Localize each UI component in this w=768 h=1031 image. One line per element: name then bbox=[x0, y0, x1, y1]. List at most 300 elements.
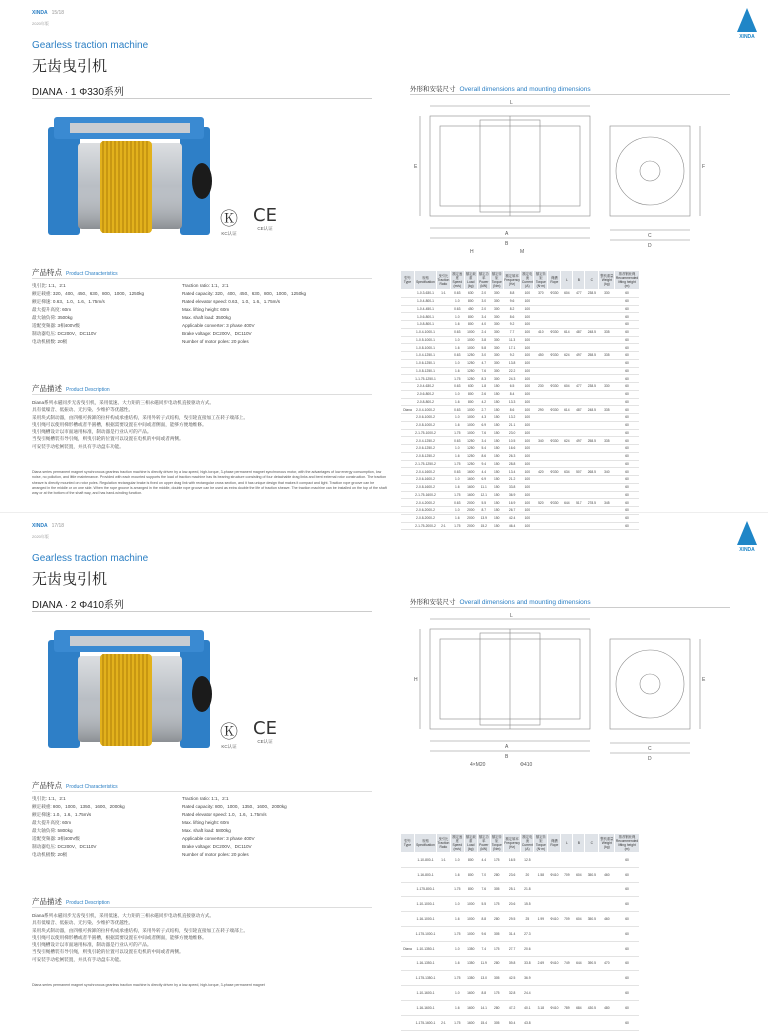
table-cell: Φ330 bbox=[548, 406, 561, 414]
table-cell: 100 bbox=[521, 522, 534, 530]
table-cell bbox=[599, 321, 615, 329]
characteristic-row bbox=[32, 306, 372, 314]
table-cell bbox=[561, 476, 573, 484]
table-cell: 60 bbox=[615, 352, 639, 360]
table-cell bbox=[534, 421, 548, 429]
table-row bbox=[401, 429, 640, 437]
characteristic-en: Rated elevator speed: 0.63、1.0、1.6、1.75m/s bbox=[182, 299, 281, 304]
table-cell: 42.5 bbox=[503, 971, 521, 986]
table-cell bbox=[561, 344, 573, 352]
table-cell: 150 bbox=[490, 429, 503, 437]
table-cell: 709 bbox=[561, 867, 573, 882]
table-cell: 1.0 bbox=[450, 507, 464, 515]
table-cell: 709 bbox=[561, 912, 573, 927]
table-header-cell: 额定载重 Load (kg) bbox=[465, 835, 476, 851]
table-cell: 8.6 bbox=[477, 452, 490, 460]
characteristic-row bbox=[32, 843, 372, 851]
description-line: 具有低噪音、低振动、无污染、少维护等优越性。 bbox=[32, 920, 134, 926]
table-cell: 420 bbox=[534, 468, 548, 476]
table-cell bbox=[548, 305, 561, 313]
table-cell: 1-0.4-1000-1 bbox=[416, 330, 435, 335]
table-cell bbox=[561, 359, 573, 367]
table-cell bbox=[561, 390, 573, 398]
table-cell: 60 bbox=[615, 429, 639, 437]
table-cell: 8.8 bbox=[477, 912, 490, 927]
table-cell: 280 bbox=[490, 867, 503, 882]
table-cell: 150 bbox=[490, 522, 503, 530]
table-cell: 1.75 bbox=[450, 460, 464, 468]
table-header-cell: L bbox=[561, 834, 573, 853]
table-header-cell: 额定转矩 Torque (Nm) bbox=[491, 835, 502, 851]
table-cell bbox=[401, 344, 415, 352]
table-cell: 1-10-800-1 bbox=[415, 853, 437, 868]
table-cell: 13.4 bbox=[503, 468, 521, 476]
table-cell bbox=[599, 305, 615, 313]
table-cell: 1.0 bbox=[450, 390, 464, 398]
table-cell: 800 bbox=[464, 297, 477, 305]
divider bbox=[32, 611, 372, 612]
table-cell bbox=[534, 336, 548, 344]
table-cell bbox=[585, 429, 599, 437]
table-cell: 27.3 bbox=[521, 926, 534, 941]
table-cell: 800 bbox=[464, 313, 477, 321]
logo-triangle-icon bbox=[737, 8, 757, 32]
table-cell bbox=[534, 882, 548, 897]
table-cell: 1-10-1600-1 bbox=[415, 986, 437, 1001]
table-cell: 60 bbox=[615, 1000, 639, 1015]
table-cell bbox=[437, 406, 451, 414]
table-cell bbox=[548, 926, 561, 941]
dimension-drawing bbox=[410, 98, 710, 258]
table-cell: 60 bbox=[615, 313, 639, 321]
characteristic-row bbox=[32, 811, 372, 819]
characteristic-en: Brake voltage: DC200V、DC110V bbox=[182, 331, 252, 336]
table-cell: 1.0 bbox=[450, 986, 464, 1001]
table-cell: 1350 bbox=[464, 956, 477, 971]
table-cell: 604 bbox=[561, 383, 573, 391]
logo-text: XINDA bbox=[739, 547, 755, 553]
table-cell: 477 bbox=[573, 383, 585, 391]
svg-text:L: L bbox=[510, 613, 513, 619]
table-cell: 7.0 bbox=[477, 867, 490, 882]
table-cell bbox=[573, 445, 585, 453]
table-cell: 100 bbox=[521, 437, 534, 445]
table-cell bbox=[401, 476, 415, 484]
table-row bbox=[401, 421, 640, 429]
description-en: Diana series permanent magnet synchronous gearless traction machine is directly driven by a low-speed, high-torque, 3-phase permanent magnet synchronous motor, with the advantages of low energy consumption, low noise, no pollution, and little maintenance. Provided with each mounted supports the load of traction machine has its bearing structure consisting of four detachable drag links and bent external rotor construction. The traction sheave is directly mounted on rotor poles. Regulation rectangular brake is fixed on upper drag link with rectangular cross section, and it has unique design that makes it compact and light. Traction rope groove can be arranged in the middle or on one side. When the rope groove is arranged in the middle, double rope groove can be used as extra double the life of traction sheave. The traction machine can be installed on the top of the shaft way or at the bottom of the shaft way, and has hand-winding function. bbox=[32, 470, 387, 496]
table-cell bbox=[599, 390, 615, 398]
table-row bbox=[401, 445, 640, 453]
table-cell: 100 bbox=[521, 483, 534, 491]
table-cell: Φ410 bbox=[548, 1000, 561, 1015]
table-cell: 100 bbox=[521, 421, 534, 429]
table-cell: 604 bbox=[561, 290, 573, 298]
table-cell: 22.2 bbox=[503, 367, 521, 375]
table-cell bbox=[599, 452, 615, 460]
table-cell bbox=[401, 414, 415, 422]
description-heading: 产品描述 Product Description bbox=[32, 897, 110, 906]
table-cell: 1000 bbox=[464, 897, 477, 912]
table-cell: Φ330 bbox=[548, 328, 561, 336]
characteristic-cn: 曳引比: 1:1、2:1 bbox=[32, 796, 66, 801]
table-cell bbox=[573, 390, 585, 398]
table-cell: 800 bbox=[464, 398, 477, 406]
table-cell bbox=[401, 297, 415, 305]
table-cell: 60 bbox=[615, 290, 639, 298]
table-cell bbox=[437, 375, 451, 383]
table-header-cell: C bbox=[585, 834, 599, 853]
table-cell bbox=[437, 971, 451, 986]
table-cell bbox=[599, 882, 615, 897]
table-cell bbox=[437, 305, 451, 313]
table-cell: 2.69 bbox=[534, 956, 548, 971]
table-cell: 150 bbox=[490, 491, 503, 499]
table-cell: 1:1 bbox=[437, 290, 451, 298]
table-cell bbox=[599, 359, 615, 367]
table-cell: 40.1 bbox=[521, 1000, 534, 1015]
description-line: 曳引绳槽设计以市面通用标准，制动器是行业认可的产品。 bbox=[32, 942, 152, 948]
dimension-drawing bbox=[410, 611, 710, 771]
table-cell: 0.63 bbox=[450, 352, 464, 360]
table-cell: 2000 bbox=[464, 522, 477, 530]
table-cell: 60 bbox=[615, 507, 639, 515]
description-en: Diana series permanent magnet synchronous gearless traction machine is directly driven by a low-speed, high-torque, 3-phase permanent magnet bbox=[32, 983, 265, 987]
table-cell: 2.0 bbox=[477, 305, 490, 313]
table-header-cell: 额定功率 Power (kW) bbox=[478, 835, 489, 851]
table-cell bbox=[573, 452, 585, 460]
table-cell bbox=[548, 344, 561, 352]
table-cell: 5.5 bbox=[477, 499, 490, 507]
characteristic-cn: 适配变频器: 3相400V级 bbox=[32, 323, 80, 328]
table-cell: 1-10-1350-1 bbox=[415, 941, 437, 956]
table-cell bbox=[401, 483, 415, 491]
table-cell: 3.0 bbox=[477, 297, 490, 305]
table-cell: 100 bbox=[521, 336, 534, 344]
svg-text:D: D bbox=[648, 243, 652, 249]
table-cell: 60 bbox=[615, 305, 639, 313]
table-cell bbox=[437, 867, 451, 882]
table-cell: 4.4 bbox=[477, 853, 490, 868]
table-cell bbox=[561, 941, 573, 956]
table-cell bbox=[401, 460, 415, 468]
table-cell bbox=[401, 313, 415, 321]
table-cell: 20 bbox=[521, 867, 534, 882]
table-cell: 60 bbox=[615, 445, 639, 453]
table-cell bbox=[401, 445, 415, 453]
table-cell: 300 bbox=[490, 305, 503, 313]
table-cell bbox=[534, 321, 548, 329]
page-number: 15/18 bbox=[51, 10, 65, 16]
table-cell bbox=[534, 460, 548, 468]
characteristic-row bbox=[32, 282, 372, 290]
characteristic-cn: 最大提升高度: 60m bbox=[32, 820, 72, 825]
table-cell: 1.0 bbox=[450, 476, 464, 484]
table-cell bbox=[561, 971, 573, 986]
table-cell bbox=[599, 344, 615, 352]
kc-cert: Ⓚ KC认证 bbox=[215, 718, 243, 750]
table-cell bbox=[599, 941, 615, 956]
table-cell: 614 bbox=[561, 406, 573, 414]
table-cell: 1000 bbox=[464, 429, 477, 437]
table-cell: 300 bbox=[490, 375, 503, 383]
table-row bbox=[401, 290, 640, 298]
kc-mark-icon: Ⓚ bbox=[220, 209, 238, 230]
table-cell: 26.7 bbox=[503, 507, 521, 515]
table-row bbox=[401, 882, 640, 897]
characteristic-cn: 额定梯速: 1.0、1.6、1.75m/s bbox=[32, 812, 92, 817]
table-cell: 2.7 bbox=[477, 406, 490, 414]
table-cell: 11.3 bbox=[503, 336, 521, 344]
table-cell bbox=[401, 336, 415, 344]
characteristic-en: Max. shaft load: 3500kg bbox=[182, 315, 231, 320]
table-cell bbox=[585, 445, 599, 453]
characteristic-cn: 电动机极数: 20极 bbox=[32, 852, 68, 857]
table-cell: 1600 bbox=[464, 483, 477, 491]
model-series: DIANA · 1 Φ330系列 bbox=[32, 87, 124, 98]
table-cell: 305 bbox=[490, 926, 503, 941]
table-cell: 487 bbox=[573, 406, 585, 414]
table-row bbox=[401, 926, 640, 941]
svg-text:E: E bbox=[702, 677, 706, 683]
table-cell: 60 bbox=[615, 926, 639, 941]
table-cell: Φ410 bbox=[548, 912, 561, 927]
table-cell: 460 bbox=[599, 912, 615, 927]
table-cell: 8.3 bbox=[477, 375, 490, 383]
table-cell bbox=[401, 359, 415, 367]
table-cell: 470 bbox=[599, 956, 615, 971]
table-cell: Φ330 bbox=[548, 499, 561, 507]
table-cell bbox=[401, 321, 415, 329]
table-cell bbox=[573, 336, 585, 344]
table-cell bbox=[437, 956, 451, 971]
table-cell: 26.3 bbox=[503, 452, 521, 460]
table-cell bbox=[573, 375, 585, 383]
table-cell bbox=[573, 398, 585, 406]
table-cell bbox=[599, 367, 615, 375]
svg-text:B: B bbox=[505, 754, 509, 760]
table-cell bbox=[437, 383, 451, 391]
table-cell bbox=[548, 491, 561, 499]
table-cell bbox=[548, 460, 561, 468]
table-cell: 1.75 bbox=[450, 926, 464, 941]
description-line: Diana系列永磁同步无齿曳引机，采用低速、大力矩的三相永磁同步电动机直接驱动方式。 bbox=[32, 913, 214, 918]
table-cell: 60 bbox=[615, 514, 639, 522]
table-cell: 50.4 bbox=[503, 1015, 521, 1030]
table-cell: 644 bbox=[573, 956, 585, 971]
table-cell: 60 bbox=[615, 971, 639, 986]
table-cell: 1.75 bbox=[450, 1015, 464, 1030]
table-cell bbox=[585, 390, 599, 398]
table-cell: 5.4 bbox=[477, 445, 490, 453]
table-cell: 13.3 bbox=[503, 398, 521, 406]
table-cell: 46.4 bbox=[503, 522, 521, 530]
table-cell bbox=[437, 1000, 451, 1015]
table-cell: 8.2 bbox=[503, 305, 521, 313]
dimensions-heading: 外形和安装尺寸 Overall dimensions and mounting dimensions bbox=[410, 599, 591, 606]
table-cell: 1-175-800-1 bbox=[415, 882, 437, 897]
table-cell bbox=[599, 476, 615, 484]
table-cell: 1-175-1000-1 bbox=[415, 926, 437, 941]
table-cell bbox=[573, 313, 585, 321]
table-cell: 290 bbox=[534, 406, 548, 414]
table-cell: Diana bbox=[401, 406, 415, 414]
table-cell: 0.63 bbox=[450, 499, 464, 507]
table-cell: 300 bbox=[490, 290, 503, 298]
table-cell bbox=[437, 321, 451, 329]
table-cell bbox=[437, 926, 451, 941]
table-cell: 1.75 bbox=[450, 429, 464, 437]
svg-text:F: F bbox=[702, 164, 706, 170]
ce-cert: CE CE认证 bbox=[251, 718, 279, 745]
table-cell: 789 bbox=[561, 1000, 573, 1015]
table-cell bbox=[599, 375, 615, 383]
table-cell: 1000 bbox=[464, 912, 477, 927]
table-cell: 60 bbox=[615, 912, 639, 927]
table-cell: 1250 bbox=[464, 452, 477, 460]
table-cell bbox=[599, 853, 615, 868]
table-cell: 16.9 bbox=[503, 499, 521, 507]
table-cell bbox=[401, 290, 415, 298]
table-cell: Φ410 bbox=[548, 956, 561, 971]
table-cell: 1-0.6-1250-1 bbox=[416, 361, 435, 366]
table-cell bbox=[599, 460, 615, 468]
table-cell bbox=[437, 445, 451, 453]
table-cell: 604 bbox=[573, 867, 585, 882]
table-cell bbox=[599, 897, 615, 912]
table-cell bbox=[437, 414, 451, 422]
table-cell: 60 bbox=[615, 468, 639, 476]
table-cell bbox=[573, 941, 585, 956]
table-cell bbox=[573, 853, 585, 868]
characteristic-en: Rated elevator speed: 1.0、1.6、1.75m/s bbox=[182, 812, 267, 817]
characteristic-cn: 最大提升高度: 60m bbox=[32, 307, 72, 312]
table-header-cell: 额定频率 Frequency (Hz) bbox=[503, 271, 521, 290]
table-cell bbox=[401, 956, 415, 971]
table-cell: 150 bbox=[490, 468, 503, 476]
table-cell: 335 bbox=[599, 437, 615, 445]
table-cell bbox=[573, 483, 585, 491]
table-cell: 4.4 bbox=[477, 468, 490, 476]
divider bbox=[32, 278, 372, 279]
table-cell: 8.8 bbox=[503, 290, 521, 298]
characteristics-heading: 产品特点 Product Characteristics bbox=[32, 781, 118, 790]
table-cell: 0.63 bbox=[450, 468, 464, 476]
table-cell: 1-0.3-630-1 bbox=[415, 290, 437, 298]
table-cell: 100 bbox=[521, 507, 534, 515]
table-cell: 1-16-1350-1 bbox=[415, 956, 437, 971]
table-header-cell: 绳槽 Rope bbox=[548, 834, 561, 853]
table-cell: 9.4 bbox=[477, 460, 490, 468]
characteristic-cn: 电动机极数: 20极 bbox=[32, 339, 68, 344]
description-line: 当曳引绳槽装有导引绳，则曳引轮的位置可以设置在电机的中间或者两侧。 bbox=[32, 436, 184, 442]
table-cell: 1-0.8-800-1 bbox=[415, 321, 437, 329]
xinda-logo bbox=[734, 8, 760, 48]
table-cell bbox=[534, 476, 548, 484]
table-cell bbox=[585, 941, 599, 956]
characteristic-cn: 曳引比: 1:1、2:1 bbox=[32, 283, 66, 288]
spec-table bbox=[400, 833, 640, 1031]
table-cell: 630 bbox=[464, 383, 477, 391]
table-cell: 0.63 bbox=[450, 437, 464, 445]
table-cell: 1-175-1600-1 bbox=[415, 1015, 437, 1030]
table-cell bbox=[585, 297, 599, 305]
catalog-page bbox=[0, 512, 768, 1024]
table-header-cell: 额定电流 Current (A) bbox=[521, 835, 533, 851]
description-heading: 产品描述 Product Description bbox=[32, 384, 110, 393]
table-cell: 258.5 bbox=[585, 352, 599, 360]
table-cell: 60 bbox=[615, 383, 639, 391]
table-cell: 150 bbox=[490, 460, 503, 468]
table-cell: 300 bbox=[490, 328, 503, 336]
table-cell bbox=[548, 476, 561, 484]
table-cell bbox=[534, 853, 548, 868]
xinda-logo bbox=[734, 521, 760, 561]
table-row bbox=[401, 359, 640, 367]
characteristic-en: Rated capacity: 800、1000、1350、1600、2000kg bbox=[182, 804, 287, 809]
characteristic-cn: 最大轴负荷: 3500kg bbox=[32, 315, 73, 320]
table-cell: 36.9 bbox=[521, 971, 534, 986]
table-cell bbox=[599, 429, 615, 437]
table-cell: 335 bbox=[599, 352, 615, 360]
table-cell bbox=[437, 483, 451, 491]
characteristic-en: Applicable converter: 3 phase 400V bbox=[182, 323, 255, 328]
table-cell: 2.6 bbox=[477, 390, 490, 398]
table-row bbox=[401, 971, 640, 986]
table-cell: 2-0.6-1000-2 bbox=[416, 415, 435, 420]
svg-text:M: M bbox=[520, 249, 525, 255]
table-header-cell: B bbox=[573, 834, 585, 853]
table-cell bbox=[561, 321, 573, 329]
table-cell: 60 bbox=[615, 897, 639, 912]
svg-text:A: A bbox=[505, 744, 509, 750]
table-cell: 24.3 bbox=[503, 375, 521, 383]
ce-mark-icon: CE bbox=[253, 205, 277, 226]
table-header-row bbox=[401, 834, 640, 853]
table-header-cell: 整机重量 Weight (kg) bbox=[599, 834, 615, 853]
table-cell: 13.9 bbox=[477, 514, 490, 522]
table-cell: 60 bbox=[615, 956, 639, 971]
table-cell: 9.6 bbox=[503, 297, 521, 305]
table-cell bbox=[401, 468, 415, 476]
characteristic-row bbox=[32, 827, 372, 835]
edition-year: 2020年版 bbox=[32, 21, 49, 26]
table-cell: 2-0.8-1000-2 bbox=[416, 423, 435, 428]
table-cell: 10.5 bbox=[503, 437, 521, 445]
table-cell: 330 bbox=[599, 383, 615, 391]
title-cn: 无齿曳引机 bbox=[32, 571, 108, 588]
table-cell: 100 bbox=[521, 491, 534, 499]
table-cell bbox=[437, 941, 451, 956]
table-cell bbox=[548, 1015, 561, 1030]
table-row bbox=[401, 321, 640, 329]
logo-triangle-icon bbox=[737, 521, 757, 545]
table-cell bbox=[401, 367, 415, 375]
table-cell bbox=[534, 1015, 548, 1030]
table-cell bbox=[573, 971, 585, 986]
table-cell: 33.8 bbox=[503, 483, 521, 491]
table-cell: 305 bbox=[490, 971, 503, 986]
title-en: Gearless traction machine bbox=[32, 553, 149, 564]
table-cell bbox=[437, 328, 451, 336]
table-cell: 1.6 bbox=[450, 321, 464, 329]
table-cell bbox=[561, 491, 573, 499]
table-cell: 1000 bbox=[464, 336, 477, 344]
table-cell: 3.18 bbox=[534, 1000, 548, 1015]
table-cell: 2-0.4-1600-2 bbox=[416, 469, 435, 474]
table-cell: 60 bbox=[615, 406, 639, 414]
table-cell bbox=[599, 483, 615, 491]
table-cell: 60 bbox=[615, 437, 639, 445]
